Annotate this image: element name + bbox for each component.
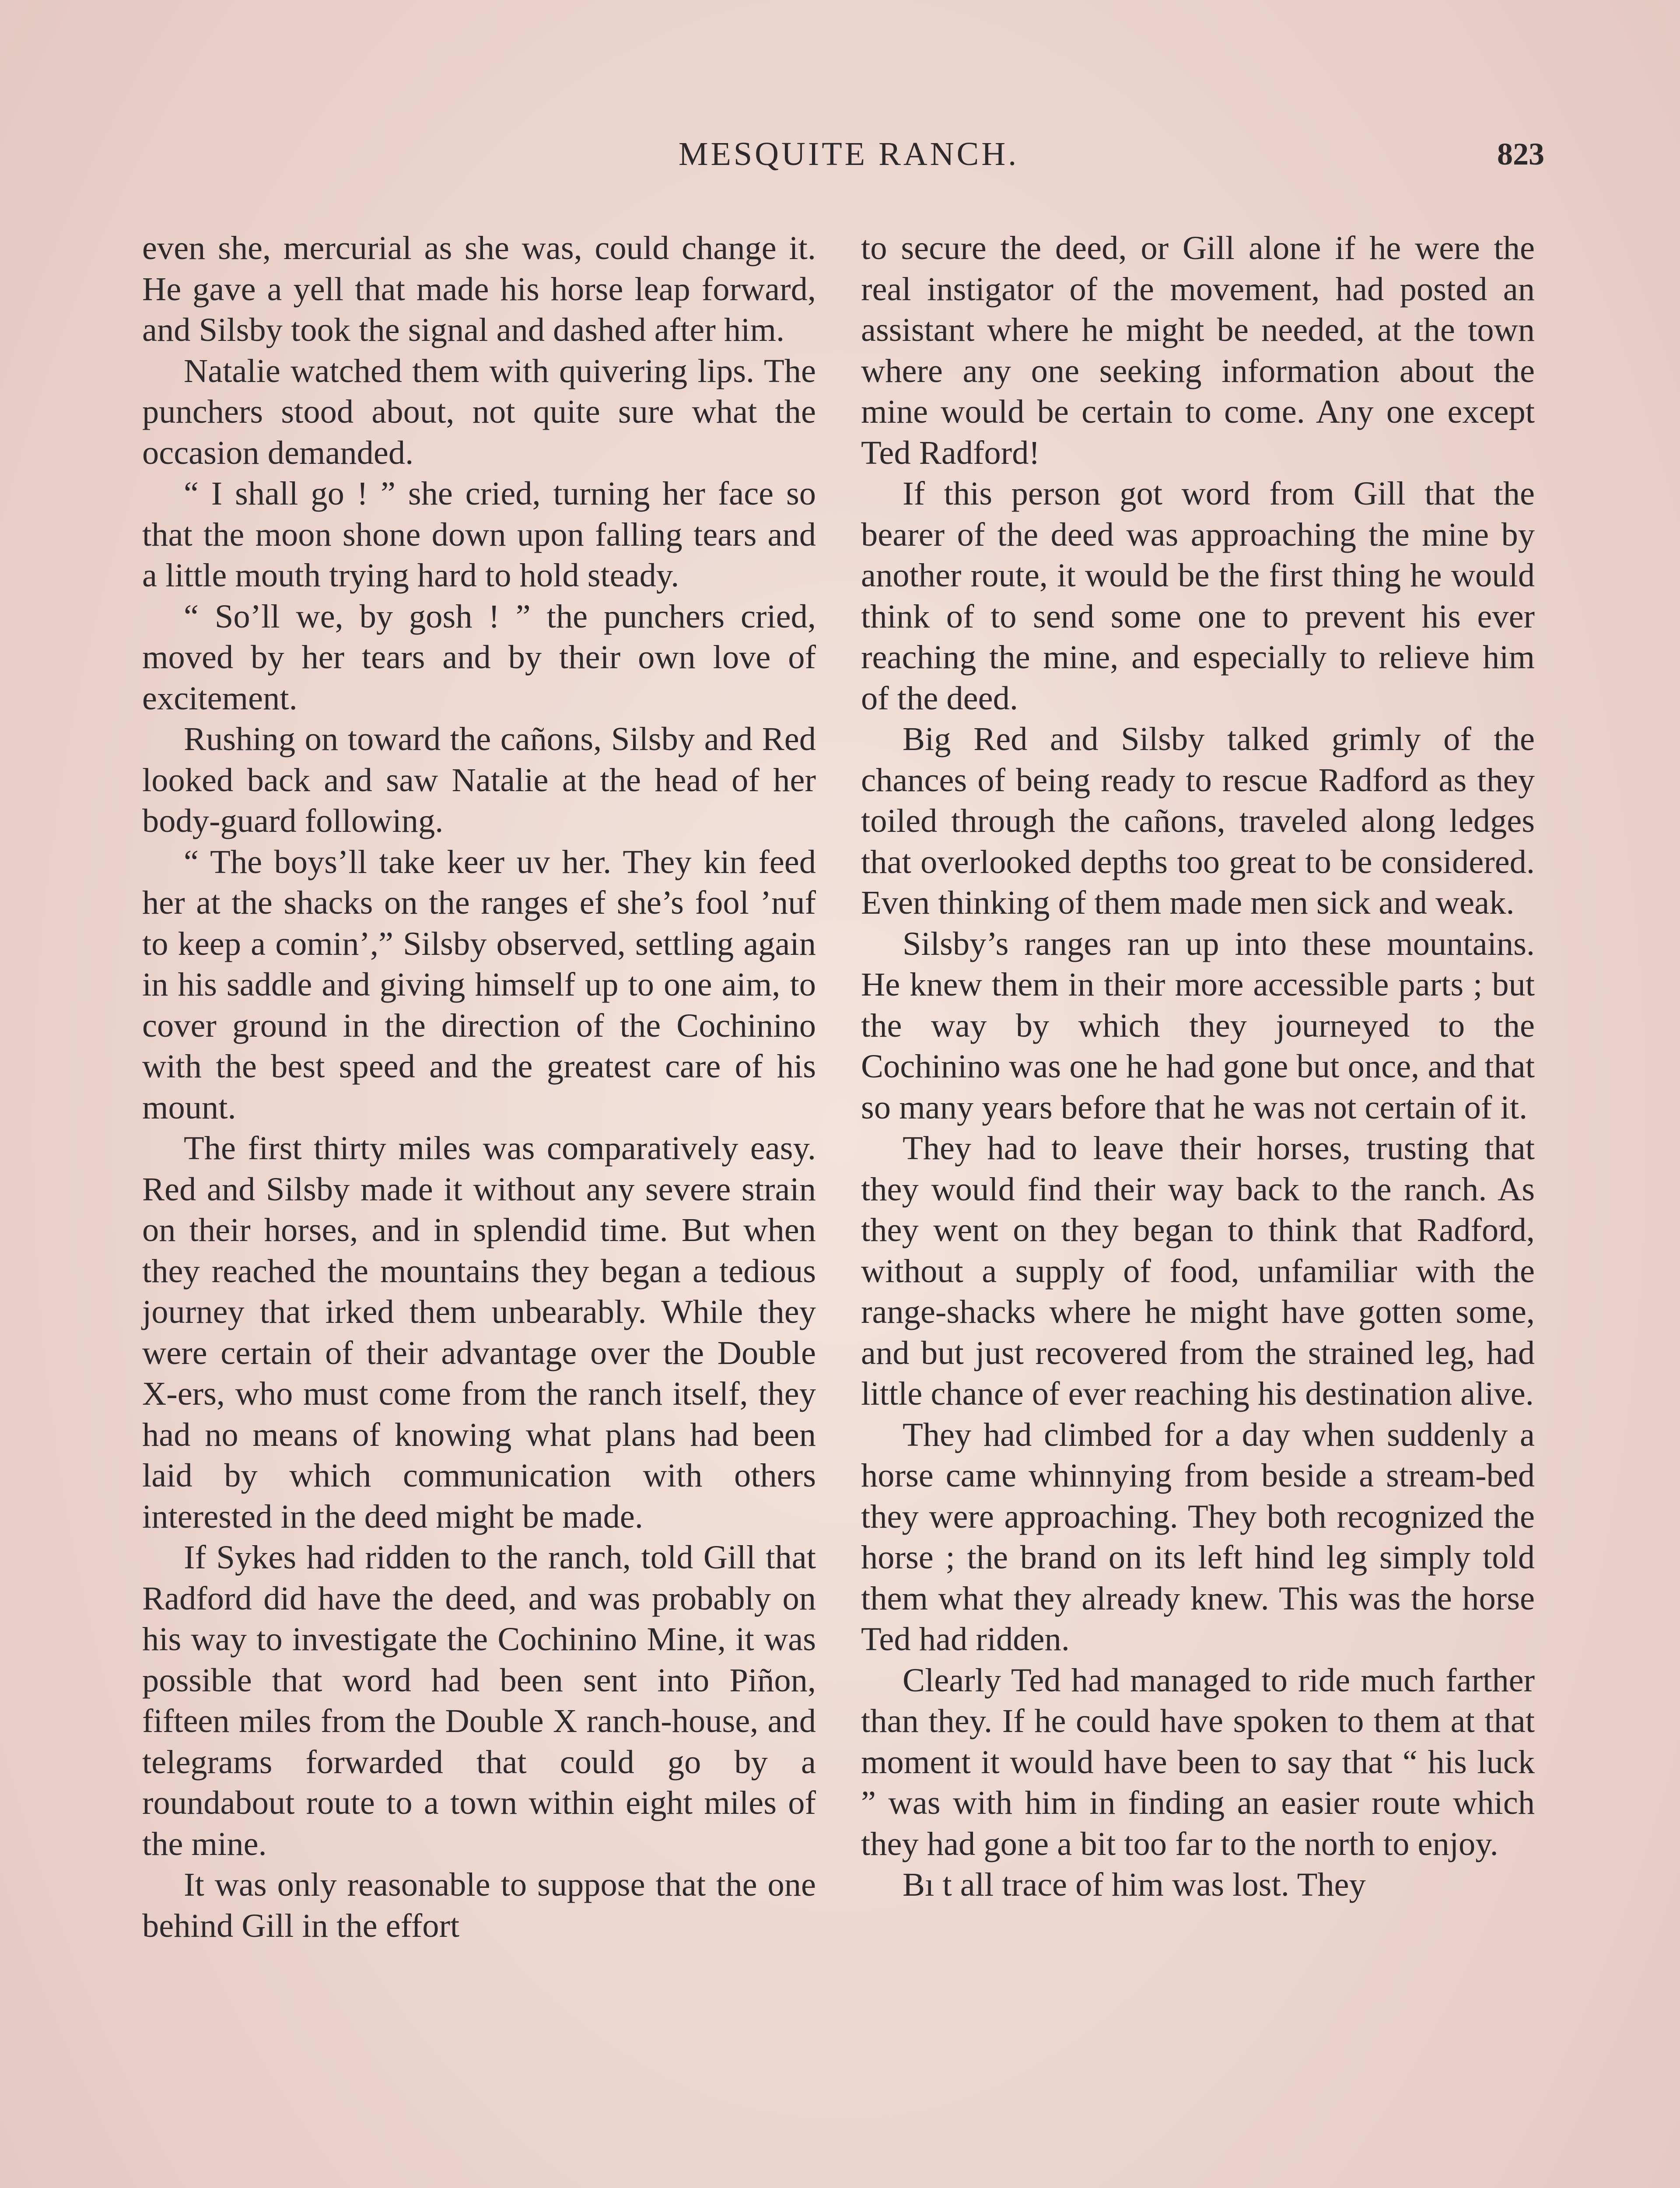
paragraph: The first thirty miles was comparatively easy. Red and Silsby made it without any severe strain on their horses, and in splendid time. But when they reached the mountains they began a tedious journey that irked them unbearably. While they were certain of their advantage over the Double X-ers, who must come from the ranch itself, they had no means of knowing what plans had been laid by which communication with others interested in the deed might be made. (142, 1129, 816, 1535)
paragraph: even she, mercurial as she was, could change it. He gave a yell that made his horse leap forward, and Silsby took the signal and dashed after him. (142, 229, 816, 348)
paragraph: They had climbed for a day when suddenly a horse came whinnying from beside a stream-bed they were approaching. They both recognized the horse ; the brand on its left hind leg simply told them what they already knew. This was the horse Ted had ridden. (861, 1416, 1535, 1658)
paragraph: Bı t all trace of him was lost. They (903, 1866, 1366, 1903)
page-header (0, 128, 1680, 180)
paragraph: They had to leave their horses, trusting that they would find their way back to the ranch. As they went on they began to think that Radford, without a supply of food, unfamiliar with the range-shacks where he might have gotten some, and but just recovered from the strained leg, had little chance of ever reaching his destination alive. (861, 1129, 1535, 1412)
paragraph: “ I shall go ! ” she cried, turning her face so that the moon shone down upon falling tears and a little mouth trying hard to hold steady. (142, 475, 816, 594)
running-title: MESQUITE RANCH. (678, 136, 1019, 172)
paragraph: Rushing on toward the cañons, Silsby and Red looked back and saw Natalie at the head of her body-guard following. (142, 720, 816, 839)
paragraph: It was only reasonable to suppose that the one behind Gill in the effort (142, 1866, 816, 1944)
paragraph: Natalie watched them with quivering lips. The punchers stood about, not quite sure what the occasion demanded. (142, 352, 816, 471)
paragraph: Clearly Ted had managed to ride much farther than they. If he could have spoken to them at that moment it would have been to say that “ his luck ” was with him in finding an easier route which they had gone a bit too far to the north to enjoy. (861, 1661, 1535, 1862)
right-column (861, 228, 1535, 1905)
paragraph: “ The boys’ll take keer uv her. They kin feed her at the shacks on the ranges ef she’s fool ’nuf to keep a comin’,” Silsby observed, settling again in his saddle and giving himself up to one aim, to cover ground in the direction of the Cochinino with the best speed and the greatest care of his mount. (142, 843, 816, 1126)
paragraph: to secure the deed, or Gill alone if he were the real instigator of the movement, had posted an assistant where he might be needed, at the town where any one seeking information about the mine would be certain to come. Any one except Ted Radford! (861, 229, 1535, 471)
paragraph: “ So’ll we, by gosh ! ” the punchers cried, moved by her tears and by their own love of excitement. (142, 597, 816, 717)
paragraph: If this person got word from Gill that the bearer of the deed was approaching the mine by another route, it would be the first thing he would think of to send some one to prevent his ever reaching the mine, and especially to relieve him of the deed. (861, 475, 1535, 717)
paragraph: If Sykes had ridden to the ranch, told Gill that Radford did have the deed, and was probably on his way to investigate the Cochinino Mine, it was possible that word had been sent into Piñon, fifteen miles from the Double X ranch-house, and telegrams forwarded that could go by a roundabout route to a town within eight miles of the mine. (142, 1539, 816, 1862)
page-number: 823 (1497, 137, 1544, 172)
paragraph: Big Red and Silsby talked grimly of the chances of being ready to rescue Radford as they toiled through the cañons, traveled along ledges that overlooked depths too great to be considered. Even thinking of them made men sick and weak. (861, 720, 1535, 921)
paragraph: Silsby’s ranges ran up into these mountains. He knew them in their more accessible parts ; but the way by which they journeyed to the Cochinino was one he had gone but once, and that so many years before that he was not certain of it. (861, 925, 1535, 1126)
left-column (142, 228, 816, 1946)
